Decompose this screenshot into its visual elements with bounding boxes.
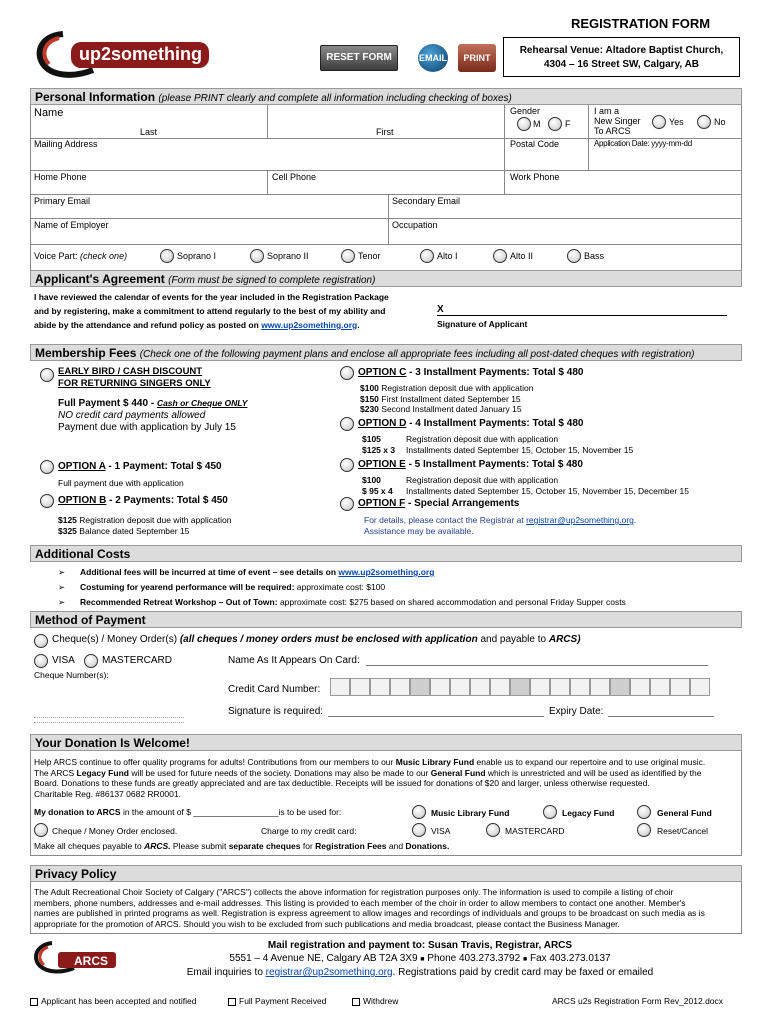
cheque-radio[interactable] (34, 634, 48, 648)
additional-costs-list (58, 565, 626, 610)
membership-heading (30, 344, 742, 361)
additional-costs-heading (30, 545, 742, 562)
voice-alto2-label: Alto II (510, 251, 534, 261)
new-singer-label (594, 106, 641, 136)
signature-label: Signature of Applicant (437, 319, 528, 329)
arrow-bullet-icon: ➢ (58, 582, 66, 592)
donation-text (34, 757, 739, 799)
full-payment-label: Full Payment $ 440 - (58, 398, 157, 409)
agreement-subtitle: (Form must be signed to complete registration) (168, 275, 376, 286)
cheque-text-4: ARCS) (548, 634, 581, 645)
voice-alto1-radio[interactable] (420, 249, 434, 263)
cheque-text-3: and payable to (477, 634, 549, 645)
personal-info-heading (30, 88, 742, 105)
option-a-rest: - 1 Payment: Total $ 450 (105, 461, 222, 472)
early-bird-radio[interactable] (40, 368, 54, 382)
option-c-line-2: First Installment dated September 15 (378, 393, 521, 404)
footer-contact (130, 939, 710, 979)
gender-f-label: F (565, 119, 571, 129)
donation-amount-c: is to be used for: (278, 807, 342, 817)
primary-email-label: Primary Email (34, 196, 91, 206)
voice-soprano1-label: Soprano I (177, 251, 217, 261)
option-b-title (58, 495, 228, 506)
reset-cancel-radio[interactable] (637, 823, 651, 837)
donation-cheque-label: Cheque / Money Order enclosed. (52, 826, 178, 836)
donation-visa-label: VISA (431, 826, 451, 836)
membership-subtitle: (Check one of the following payment plans and enclose all appropriate fees including all post-dated cheques with registration) (139, 349, 695, 360)
option-d-title (358, 418, 583, 429)
option-e-rest: - 5 Installment Payments: Total $ 480 (405, 459, 583, 470)
personal-info-subtitle: (please PRINT clearly and complete all information including checking of boxes) (158, 93, 512, 104)
voice-tenor-radio[interactable] (341, 249, 355, 263)
donation-p3: Board. Donations to these funds are greatly appreciated and are tax deductible. Receipts will be issued for donations of $20 and larger, unless otherwise requested. (34, 778, 650, 788)
donation-mastercard-label: MASTERCARD (505, 826, 565, 836)
cheque-numbers-input[interactable] (34, 680, 184, 718)
office-full-payment (228, 996, 326, 1006)
option-c-amt-2: $150 (360, 393, 379, 404)
option-e-line-1: Registration deposit due with application (406, 475, 559, 485)
option-a-radio[interactable] (40, 460, 54, 474)
option-d-line-1: Registration deposit due with application (406, 434, 559, 444)
general-fund-label: General Fund (657, 808, 712, 818)
option-c-amt-3: $230 (360, 404, 379, 414)
option-e-radio[interactable] (340, 458, 354, 472)
option-d-radio[interactable] (340, 417, 354, 431)
new-singer-no-radio[interactable] (697, 115, 711, 129)
option-b-rest: - 2 Payments: Total $ 450 (106, 495, 228, 506)
option-e-line-2: Installments dated September 15, October 15, November 15, December 15 (406, 485, 690, 496)
option-d-label: OPTION D (358, 418, 407, 429)
donation-mastercard-radio[interactable] (486, 823, 500, 837)
due-july-note: Payment due with application by July 15 (58, 422, 236, 433)
no-label: No (714, 117, 726, 127)
name-label: Name (34, 107, 64, 119)
option-a-title (58, 461, 222, 472)
print-button-label: PRINT (463, 53, 491, 63)
first-name-label: First (376, 127, 394, 137)
last-name-label: Last (140, 127, 158, 137)
agreement-line-3: abide by the attendance and refund policy as posted on (34, 320, 262, 330)
privacy-p1: The Adult Recreational Choir Society of Calgary ("ARCS") collects the above information for registration purposes only. The information is used to compile a listing of choir (34, 887, 674, 897)
voice-bass-radio[interactable] (567, 249, 581, 263)
donation-cheque-radio[interactable] (34, 823, 48, 837)
registrar-email-link[interactable]: registrar@up2something.org (526, 515, 634, 525)
voice-part-label (34, 251, 127, 261)
option-b-line-2: Balance dated September 15 (76, 526, 190, 536)
full-payment-checkbox[interactable] (228, 998, 236, 1006)
voice-alto2-radio[interactable] (493, 249, 507, 263)
option-b-amt-2: $325 (58, 526, 77, 536)
secondary-email-label: Secondary Email (392, 196, 461, 206)
cheque-text-1: Cheque(s) / Money Order(s) (52, 634, 180, 645)
membership-title: Membership Fees (35, 346, 137, 360)
footer-address: 5551 – 4 Avenue NE, Calgary AB T2A 3X9 (229, 953, 421, 964)
donation-p2-e: which is unrestricted and will be used as identified by the (485, 767, 702, 778)
full-payment-sub: Cash or Cheque ONLY (156, 398, 248, 408)
new-singer-line-3: To ARCS (594, 126, 631, 136)
option-f-label: OPTION F (358, 498, 406, 509)
email-button[interactable] (418, 44, 448, 72)
voice-bass-label: Bass (584, 251, 605, 261)
signature-input[interactable] (437, 302, 727, 315)
expiry-date-input[interactable] (608, 703, 714, 716)
payable-f: Registration Fees (315, 841, 387, 851)
accepted-label: Applicant has been accepted and notified (41, 996, 197, 1006)
voice-part-title: Voice Part: (34, 251, 78, 261)
option-c-line-3: Second Installment dated January 15 (378, 404, 522, 414)
voice-part-sub: (check one) (80, 251, 128, 261)
office-withdrew (352, 996, 398, 1006)
donation-amount-a: My donation to ARCS (34, 807, 121, 817)
music-fund-label: Music Library Fund (431, 808, 510, 818)
employer-label: Name of Employer (34, 220, 109, 230)
donation-p2-d: General Fund (430, 767, 486, 778)
reset-form-button[interactable]: RESET FORM (320, 45, 398, 71)
withdrew-label: Withdrew (363, 996, 399, 1006)
additional-line-3: approximate cost: $275 based on shared accommodation and personal Friday Supper costs (277, 597, 626, 607)
footer-phone: Phone 403.273.3792 (424, 953, 523, 964)
mastercard-label: MASTERCARD (102, 655, 173, 666)
option-b-details (58, 515, 231, 537)
no-credit-note: NO credit card payments allowed (58, 410, 206, 421)
mastercard-radio[interactable] (84, 654, 98, 668)
additional-line-1: Additional fees will be incurred at time of event – see details on (80, 567, 339, 577)
new-singer-line-2: New Singer (594, 116, 641, 126)
option-c-label: OPTION C (358, 367, 407, 378)
early-bird-title (58, 366, 211, 390)
privacy-p2: members, phone numbers, addresses and e-mail addresses. This listing is provided to each member of the choir in order to allow members to contact one another. Member's (34, 897, 686, 908)
voice-alto1-label: Alto I (437, 251, 458, 261)
gender-m-radio[interactable] (517, 117, 531, 131)
option-e-details (362, 475, 689, 496)
reset-cancel-label: Reset/Cancel (657, 826, 709, 836)
arrow-bullet-icon: ➢ (58, 567, 66, 577)
first-name-input[interactable] (270, 108, 500, 126)
footer-mail-line: Mail registration and payment to: Susan Travis, Registrar, ARCS (267, 940, 573, 951)
full-payment-block (58, 397, 247, 434)
agreement-line-1: I have reviewed the calendar of events for the year included in the Registration Package (34, 292, 389, 302)
voice-soprano1-radio[interactable] (160, 249, 174, 263)
additional-line-3-bold: Recommended Retreat Workshop – Out of Town: (80, 597, 278, 607)
logo-text: up2something (79, 44, 203, 64)
payable-a: Make all cheques payable to (34, 841, 145, 851)
donation-p2-c: will be used for future needs of the society. Donations may also be made to our (128, 767, 431, 778)
personal-info-title: Personal Information (35, 90, 156, 104)
venue-box (503, 37, 740, 77)
voice-soprano2-label: Soprano II (267, 251, 309, 261)
arcs-logo-text: ARCS (74, 954, 109, 968)
donation-p1-a: Help ARCS continue to offer quality programs for adults! Contributions from our members to our (34, 757, 396, 767)
home-phone-label: Home Phone (34, 172, 87, 182)
early-bird-line-1: EARLY BIRD / CASH DISCOUNT (58, 366, 203, 377)
work-phone-label: Work Phone (510, 172, 560, 182)
privacy-text (34, 887, 739, 929)
donation-p4: Charitable Reg. #86137 0682 RR0001. (34, 788, 181, 799)
donation-p2-b: Legacy Fund (76, 767, 129, 778)
donation-p2-a: The ARCS (34, 767, 77, 778)
yes-label: Yes (669, 117, 684, 127)
option-d-details (362, 434, 633, 455)
footer-bullet-1: ■ (420, 956, 425, 963)
withdrew-checkbox[interactable] (352, 998, 360, 1006)
privacy-heading (30, 865, 742, 882)
option-d-line-2: Installments dated September 15, October 15, November 15 (406, 444, 634, 455)
option-b-label: OPTION B (58, 495, 107, 506)
payable-h: Donations. (405, 841, 450, 851)
option-c-details (360, 383, 533, 415)
form-revision: ARCS u2s Registration Form Rev_2012.docx (552, 996, 724, 1006)
new-singer-yes-radio[interactable] (652, 115, 666, 129)
payable-d: separate cheques (228, 841, 301, 851)
footer-fax: Fax 403.273.0137 (527, 953, 611, 964)
agreement-text (34, 290, 389, 332)
agreement-heading (30, 270, 742, 287)
voice-soprano2-radio[interactable] (250, 249, 264, 263)
option-c-title (358, 367, 583, 378)
footer-email-b: . Registrations paid by credit card may be faxed or emailed (392, 967, 654, 978)
footer-email-a: Email inquiries to (186, 967, 266, 978)
legacy-fund-label: Legacy Fund (562, 808, 615, 818)
option-f-radio[interactable] (340, 497, 354, 511)
agreement-title: Applicant's Agreement (35, 272, 165, 286)
cheque-label (52, 634, 581, 645)
print-button[interactable] (458, 44, 496, 72)
additional-costs-title: Additional Costs (35, 547, 131, 561)
arcs-logo (32, 940, 120, 974)
up2something-logo (33, 30, 213, 80)
signature-required-label: Signature is required: (228, 706, 324, 717)
payable-e: for (300, 841, 316, 851)
general-fund-radio[interactable] (637, 805, 651, 819)
last-name-input[interactable] (34, 124, 264, 134)
accepted-checkbox[interactable] (30, 998, 38, 1006)
email-button-label: EMAIL (419, 53, 447, 63)
option-c-radio[interactable] (340, 366, 354, 380)
payable-c: Please submit (170, 841, 229, 851)
privacy-p4: appropriate for the promotion of ARCS. Should you wish to be excluded from such publications and media broadcast, please contact the Business Manager. (34, 918, 620, 929)
new-singer-line-1: I am a (594, 106, 620, 116)
full-payment-received-label: Full Payment Received (239, 996, 327, 1006)
footer-bullet-2: ■ (522, 956, 528, 963)
donation-heading (30, 734, 742, 751)
privacy-p3: names are published in printed programs as well. Registration is express agreement to allow images and recordings of individuals and groups to be broadcast on such media as is (34, 908, 705, 918)
cell-phone-label: Cell Phone (272, 172, 317, 182)
venue-line-2: 4304 – 16 Street SW, Calgary, AB (543, 59, 700, 70)
option-a-label: OPTION A (58, 461, 106, 472)
name-on-card-input[interactable] (366, 652, 708, 665)
gender-f-radio[interactable] (548, 117, 562, 131)
option-b-radio[interactable] (40, 494, 54, 508)
donation-amount-input[interactable]: __________________ (193, 807, 279, 817)
postal-code-label: Postal Code (510, 139, 560, 149)
option-f-rest: - Special Arrangements (405, 498, 520, 509)
gender-label: Gender (510, 106, 541, 116)
legacy-fund-radio[interactable] (543, 805, 557, 819)
option-d-amt-2: $125 x 3 (362, 444, 396, 455)
privacy-title: Privacy Policy (35, 867, 117, 881)
option-e-label: OPTION E (358, 459, 406, 470)
mailing-address-label: Mailing Address (34, 139, 98, 149)
form-title: REGISTRATION FORM (571, 16, 711, 31)
expiry-date-label: Expiry Date: (549, 706, 604, 717)
arrow-bullet-icon: ➢ (58, 597, 66, 607)
option-c-line-1: Registration deposit due with application (378, 383, 534, 393)
additional-line-2: approximate cost: $100 (294, 582, 386, 592)
donation-amount-line (34, 807, 341, 817)
option-b-line-1: Registration deposit due with application (76, 515, 232, 525)
agreement-dot: . (357, 320, 360, 330)
cc-signature-input[interactable] (328, 703, 544, 716)
office-accepted (30, 996, 196, 1006)
application-date-label: Application Date: yyyy-mm-dd (594, 139, 692, 148)
early-bird-line-2: FOR RETURNING SINGERS ONLY (58, 378, 211, 389)
payable-note (34, 841, 449, 851)
cheque-numbers-line-2 (34, 722, 184, 723)
payable-g: and (386, 841, 406, 851)
footer-email-link[interactable]: registrar@up2something.org (265, 967, 393, 978)
option-c-amt-1: $100 (360, 383, 379, 393)
option-f-line-1: For details, please contact the Registrar at (364, 515, 527, 525)
cc-number-label: Credit Card Number: (228, 684, 321, 695)
visa-radio[interactable] (34, 654, 48, 668)
option-f-title (358, 498, 519, 509)
option-e-amt-2: $ 95 x 4 (362, 485, 393, 496)
option-f-details (364, 515, 636, 537)
method-payment-heading (30, 611, 742, 628)
option-f-line-2: Assistance may be available. (364, 526, 474, 536)
option-a-desc: Full payment due with application (58, 478, 184, 488)
gender-m-label: M (533, 119, 541, 129)
visa-label: VISA (52, 655, 75, 666)
method-payment-title: Method of Payment (35, 613, 146, 627)
cheque-numbers-label: Cheque Number(s): (34, 670, 109, 680)
additional-line-2-bold: Costuming for yearend performance will be required: (80, 582, 295, 592)
name-on-card-label: Name As It Appears On Card: (228, 655, 360, 666)
option-b-amt-1: $125 (58, 515, 77, 525)
option-f-dot: . (633, 515, 637, 525)
venue-line-1: Rehearsal Venue: Altadore Baptist Church, (519, 45, 724, 56)
payable-b: ARCS. (144, 841, 171, 851)
signature-x: X (437, 304, 444, 315)
donation-amount-b: in the amount of $ (120, 807, 194, 817)
agreement-website-link[interactable]: www.up2something.org (261, 320, 358, 330)
donation-visa-radio[interactable] (412, 823, 426, 837)
option-e-amt-1: $100 (362, 475, 381, 485)
option-d-rest: - 4 Installment Payments: Total $ 480 (406, 418, 584, 429)
donation-charge-label: Charge to my credit card: (261, 826, 357, 836)
option-d-amt-1: $105 (362, 434, 381, 444)
additional-website-link[interactable]: www.up2something.org (338, 567, 435, 577)
donation-title: Your Donation Is Welcome! (35, 736, 190, 750)
option-e-title (358, 459, 583, 470)
option-c-rest: - 3 Installment Payments: Total $ 480 (406, 367, 584, 378)
donation-p1-b: Music Library Fund (395, 757, 475, 767)
agreement-line-2: and by registering, make a commitment to attend regularly to the best of my ability and (34, 306, 386, 316)
occupation-label: Occupation (392, 220, 438, 230)
voice-tenor-label: Tenor (358, 251, 381, 261)
cheque-text-2: (all cheques / money orders must be enclosed with application (179, 634, 478, 645)
music-fund-radio[interactable] (412, 805, 426, 819)
donation-p1-c: enable us to expand our repertoire and to use original music. (474, 757, 706, 767)
